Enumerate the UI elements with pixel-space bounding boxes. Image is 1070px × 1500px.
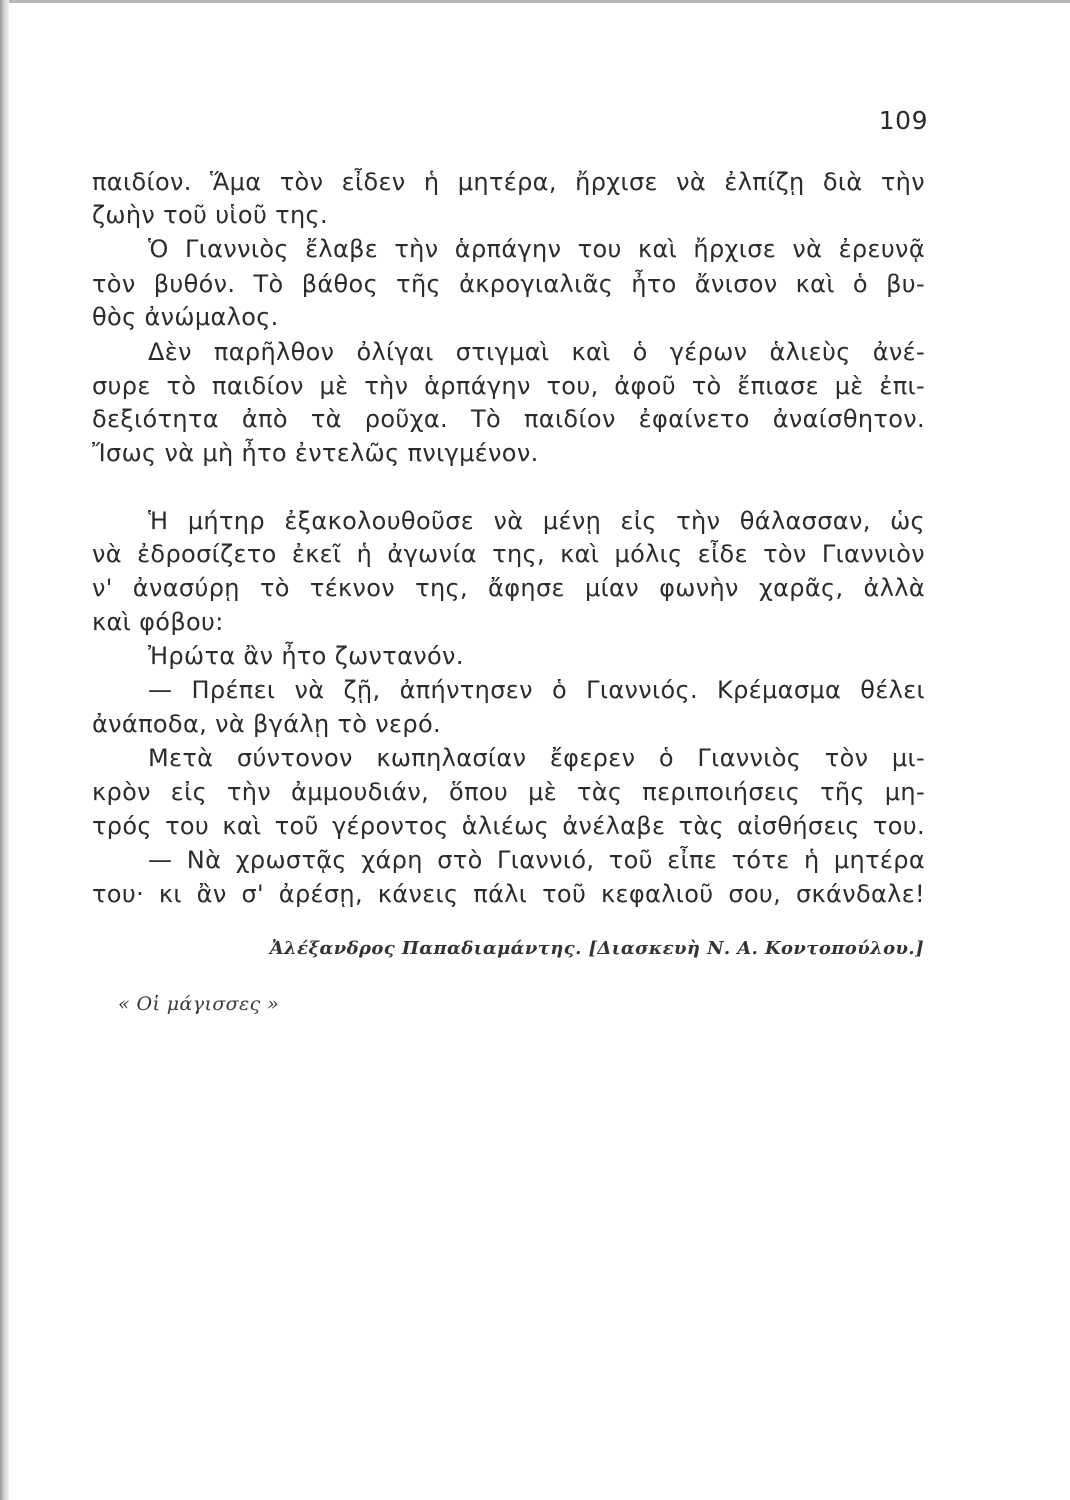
text-line: κρὸν εἰς τὴν ἀμμουδιάν, ὅπου μὲ τὰς περιποιήσεις τῆς μη- — [92, 778, 925, 806]
text-line: — Νὰ χρωστᾷς χάρη στὸ Γιαννιό, τοῦ εἶπε τότε ἡ μητέρα — [148, 846, 925, 874]
source-title: « Οἱ μάγισσες » — [118, 993, 280, 1015]
text-line: τὸν βυθόν. Τὸ βάθος τῆς ἀκρογιαλιᾶς ἦτο ἄνισον καὶ ὁ βυ- — [92, 270, 925, 298]
scan-top-edge — [0, 0, 1070, 3]
scan-left-edge — [0, 0, 9, 1500]
page-number: 109 — [878, 106, 928, 135]
text-line: θὸς ἀνώμαλος. — [92, 303, 279, 331]
text-line: ἀνάποδα, νὰ βγάλῃ τὸ νερό. — [92, 710, 441, 738]
text-line: συρε τὸ παιδίον μὲ τὴν ἁρπάγην του, ἀφοῦ τὸ ἔπιασε μὲ ἐπι- — [92, 372, 925, 400]
text-line: Δὲν παρῆλθον ὀλίγαι στιγμαὶ καὶ ὁ γέρων ἁλιεὺς ἀνέ- — [148, 338, 925, 366]
text-line: Μετὰ σύντονον κωπηλασίαν ἔφερεν ὁ Γιαννιὸς τὸν μι- — [148, 744, 925, 772]
text-line: τρός του καὶ τοῦ γέροντος ἁλιέως ἀνέλαβε τὰς αἰσθήσεις του. — [92, 812, 925, 840]
text-line: Ἡ μήτηρ ἐξακολουθοῦσε νὰ μένῃ εἰς τὴν θάλασσαν, ὡς — [148, 507, 925, 535]
text-line: Ὁ Γιαννιὸς ἔλαβε τὴν ἁρπάγην του καὶ ἤρχισε νὰ ἐρευνᾷ — [148, 235, 925, 263]
text-line: δεξιότητα ἀπὸ τὰ ροῦχα. Τὸ παιδίον ἐφαίνετο ἀναίσθητον. — [92, 405, 925, 433]
text-line: νὰ ἐδροσίζετο ἐκεῖ ἡ ἀγωνία της, καὶ μόλις εἶδε τὸν Γιαννιὸν — [92, 540, 925, 568]
text-line: Ἠρώτα ἂν ἦτο ζωντανόν. — [148, 642, 464, 670]
text-line: — Πρέπει νὰ ζῇ, ἀπήντησεν ὁ Γιαννιός. Κρέμασμα θέλει — [148, 676, 925, 704]
text-line: παιδίον. Ἅμα τὸν εἶδεν ἡ μητέρα, ἤρχισε νὰ ἐλπίζῃ διὰ τὴν — [92, 168, 925, 196]
text-line: καὶ φόβου: — [92, 608, 224, 636]
author-attribution: Ἀλέξανδρος Παπαδιαμάντης. [Διασκευὴ Ν. Α. Κοντοπούλου.] — [269, 938, 924, 959]
text-line: ν' ἀνασύρῃ τὸ τέκνον της, ἄφησε μίαν φωνὴν χαρᾶς, ἀλλὰ — [92, 574, 925, 602]
text-line: ζωὴν τοῦ υἱοῦ της. — [92, 201, 328, 229]
text-line: Ἴσως νὰ μὴ ἦτο ἐντελῶς πνιγμένον. — [92, 439, 539, 467]
text-line: του· κι ἂν σ' ἀρέσῃ, κάνεις πάλι τοῦ κεφαλιοῦ σου, σκάνδαλε! — [92, 880, 925, 908]
